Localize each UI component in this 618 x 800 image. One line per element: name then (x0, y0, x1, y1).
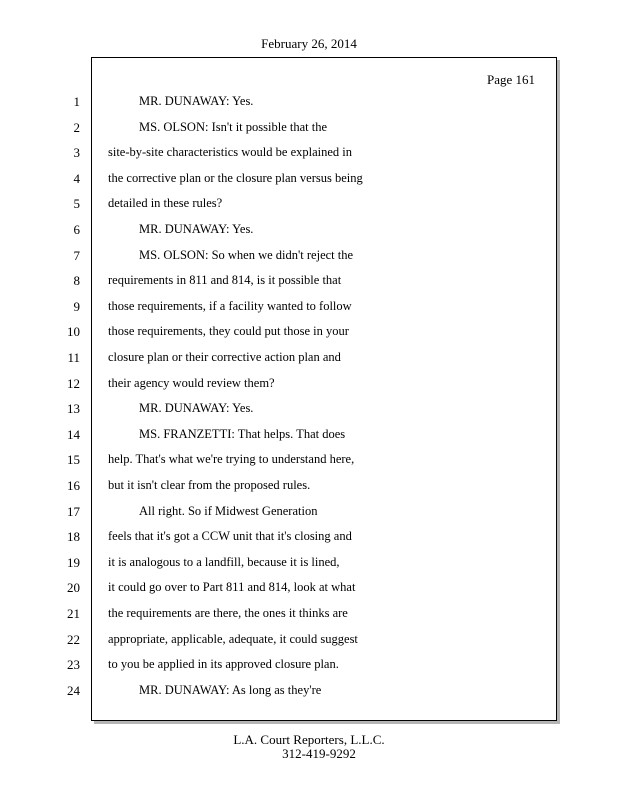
transcript-line: MS. FRANZETTI: That helps. That does (139, 427, 346, 441)
line-number: 14 (67, 427, 80, 442)
line-number: 21 (67, 606, 80, 621)
line-number: 5 (73, 196, 80, 211)
line-number: 11 (67, 350, 80, 365)
transcript-line: help. That's what we're trying to understand here, (108, 452, 355, 466)
transcript-line: MR. DUNAWAY: Yes. (139, 94, 254, 108)
transcript-line: their agency would review them? (108, 376, 275, 390)
line-number: 1 (73, 94, 80, 109)
line-number: 6 (73, 222, 80, 237)
transcript-line: All right. So if Midwest Generation (139, 504, 318, 518)
transcript-line: site-by-site characteristics would be explained in (108, 145, 353, 159)
transcript-line: MR. DUNAWAY: Yes. (139, 401, 254, 415)
line-number: 23 (67, 657, 80, 672)
transcript-line: requirements in 811 and 814, is it possible that (108, 273, 342, 287)
line-number: 4 (73, 171, 80, 186)
line-number: 2 (73, 120, 80, 135)
line-number: 9 (73, 299, 80, 314)
transcript-line: the requirements are there, the ones it thinks are (108, 606, 348, 620)
line-number: 24 (67, 683, 80, 698)
line-number: 12 (67, 376, 80, 391)
transcript-line: to you be applied in its approved closure plan. (108, 657, 339, 671)
transcript-line: MR. DUNAWAY: As long as they're (139, 683, 322, 697)
transcript-line: it is analogous to a landfill, because it is lined, (108, 555, 340, 569)
line-number: 7 (73, 248, 80, 263)
line-number: 16 (67, 478, 80, 493)
transcript-line: it could go over to Part 811 and 814, look at what (108, 580, 356, 594)
transcript-line: those requirements, if a facility wanted to follow (108, 299, 352, 313)
transcript-date: February 26, 2014 (261, 36, 357, 51)
line-number: 3 (73, 145, 80, 160)
transcript-line: MS. OLSON: So when we didn't reject the (139, 248, 354, 262)
line-number: 15 (67, 452, 80, 467)
line-number: 10 (67, 324, 80, 339)
court-reporter-phone: 312-419-9292 (282, 746, 356, 761)
line-number: 18 (67, 529, 80, 544)
line-number: 13 (67, 401, 80, 416)
transcript-line: detailed in these rules? (108, 196, 223, 210)
line-number: 8 (73, 273, 80, 288)
footer (0, 733, 618, 761)
transcript-line: feels that it's got a CCW unit that it's closing and (108, 529, 352, 543)
line-number: 22 (67, 632, 80, 647)
transcript-line: MS. OLSON: Isn't it possible that the (139, 120, 328, 134)
line-number: 20 (67, 580, 80, 595)
transcript-line: those requirements, they could put those in your (108, 324, 349, 338)
transcript-line: closure plan or their corrective action plan and (108, 350, 341, 364)
line-number: 17 (67, 504, 80, 519)
transcript-line: MR. DUNAWAY: Yes. (139, 222, 254, 236)
transcript-line: the corrective plan or the closure plan versus being (108, 171, 363, 185)
transcript-line: but it isn't clear from the proposed rules. (108, 478, 311, 492)
page-number: Page 161 (486, 72, 535, 87)
line-number: 19 (67, 555, 80, 570)
transcript-line: appropriate, applicable, adequate, it could suggest (108, 632, 358, 646)
court-reporter-name: L.A. Court Reporters, L.L.C. (233, 732, 385, 747)
